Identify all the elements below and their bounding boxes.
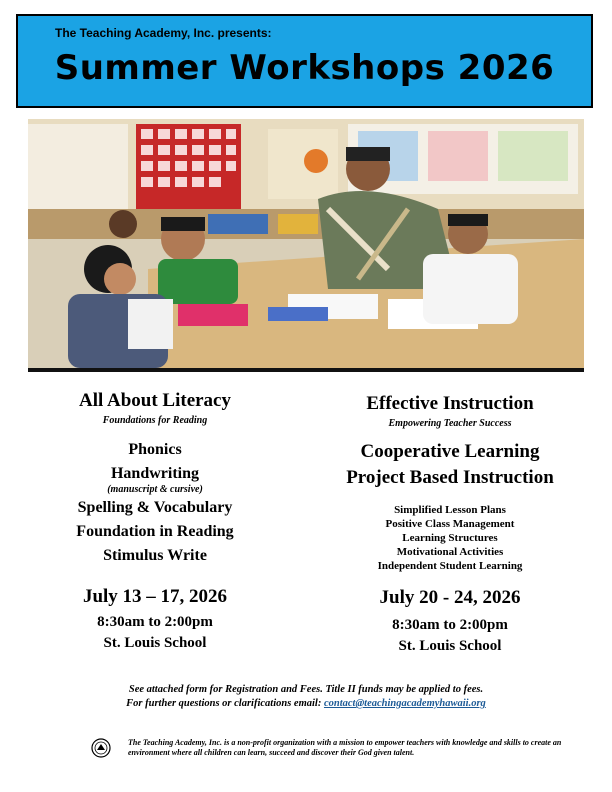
instruction-location: St. Louis School	[398, 638, 502, 654]
instruction-time: 8:30am to 2:00pm	[392, 617, 508, 633]
topic-handwriting: Handwriting	[110, 465, 199, 482]
instruction-column	[330, 393, 570, 657]
literacy-subtitle: Foundations for Reading	[102, 415, 208, 426]
mission-footer	[128, 738, 588, 758]
header-banner	[16, 14, 593, 108]
handwriting-note: (manuscript & cursive)	[107, 484, 203, 495]
detail-learning-structures: Learning Structures	[402, 532, 498, 544]
topic-cooperative: Cooperative Learning	[360, 441, 540, 462]
academy-seal-icon	[91, 738, 111, 758]
registration-notes	[40, 683, 572, 711]
topic-project: Project Based Instruction	[346, 467, 554, 488]
page-title: Summer Workshops 2026	[54, 48, 555, 88]
contact-email-link[interactable]: contact@teachingacademyhawaii.org	[323, 698, 486, 709]
topic-foundation: Foundation in Reading	[76, 523, 234, 540]
literacy-column	[40, 390, 270, 654]
detail-independent: Independent Student Learning	[377, 560, 523, 572]
topic-phonics: Phonics	[128, 441, 182, 458]
instruction-title: Effective Instruction	[366, 393, 534, 414]
literacy-date: July 13 – 17, 2026	[82, 586, 228, 607]
classroom-photo-illustration	[28, 119, 584, 368]
detail-class-management: Positive Class Management	[385, 518, 515, 530]
contact-prefix: For further questions or clarifications email:	[126, 698, 324, 709]
detail-motivational: Motivational Activities	[396, 546, 504, 558]
instruction-date: July 20 - 24, 2026	[379, 587, 521, 608]
detail-lesson-plans: Simplified Lesson Plans	[394, 504, 506, 516]
literacy-title: All About Literacy	[79, 390, 231, 411]
instruction-subtitle: Empowering Teacher Success	[388, 418, 512, 429]
topic-spelling: Spelling & Vocabulary	[77, 499, 233, 516]
classroom-photo	[28, 119, 584, 372]
topic-stimulus: Stimulus Write	[103, 547, 207, 564]
literacy-location: St. Louis School	[103, 635, 207, 651]
mission-text: The Teaching Academy, Inc. is a non-profit organization with a mission to empower teachers with knowledge and skills to create an environment where all children can learn, succeed and discover their God given talent.	[128, 738, 562, 757]
literacy-time: 8:30am to 2:00pm	[97, 614, 213, 630]
contact-line	[40, 697, 572, 711]
presenter-text: The Teaching Academy, Inc. presents:	[55, 26, 272, 40]
registration-line: See attached form for Registration and Fees. Title II funds may be applied to fees.	[128, 684, 484, 695]
